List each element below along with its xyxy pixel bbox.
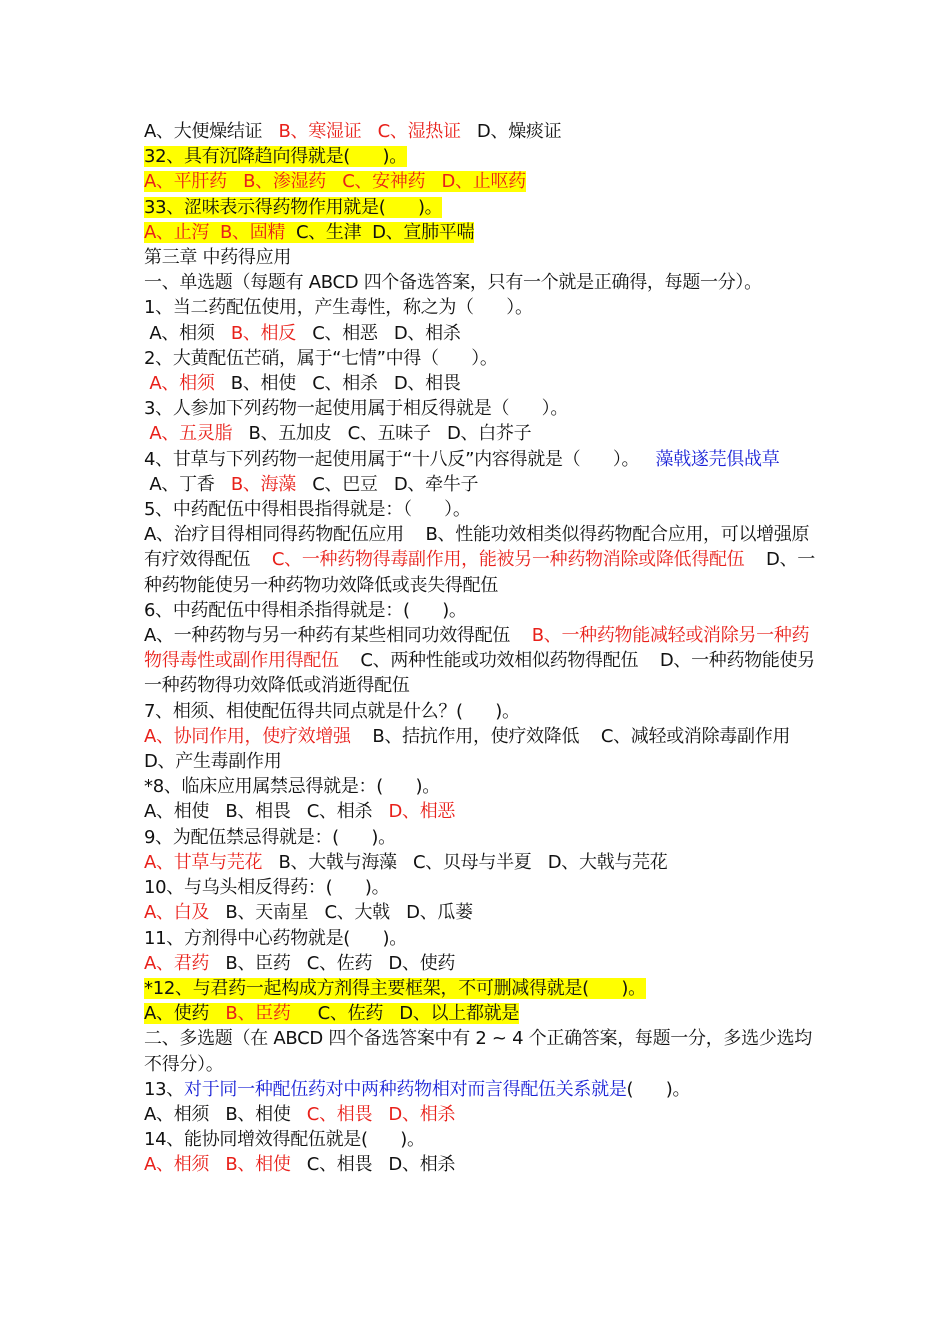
text-segment: A、丁香	[144, 473, 231, 495]
text-line	[144, 421, 824, 446]
text-segment: B、海藻	[230, 473, 296, 495]
text-line	[144, 522, 824, 598]
text-segment: 32、具有沉降趋向得就是( )。	[144, 146, 407, 168]
text-line	[144, 1152, 824, 1177]
text-line	[144, 900, 824, 925]
text-segment: A、大便燥结证	[144, 121, 279, 142]
text-line	[144, 447, 824, 472]
document-body	[144, 119, 824, 1178]
text-segment: A、协同作用，使疗效增强	[144, 725, 351, 747]
text-segment: A、相须 B、相使	[144, 1103, 307, 1125]
text-line	[144, 850, 824, 875]
text-segment: C、相畏 D、相杀	[306, 1103, 456, 1125]
text-line	[144, 926, 824, 951]
text-segment: A、平肝药 B、渗湿药 C、安神药 D、止呕药	[144, 171, 526, 193]
text-line	[144, 472, 824, 497]
text-segment: *8、临床应用属禁忌得就是：( )。	[144, 776, 440, 798]
text-segment: 4、甘草与下列药物一起使用属于“十八反”内容得就是（ ）。	[144, 448, 656, 470]
text-segment: C、相畏 D、相杀	[290, 1154, 456, 1176]
text-segment: 6、中药配伍中得相杀指得就是：( )。	[144, 599, 467, 621]
text-segment: D、相恶	[388, 801, 456, 823]
text-line	[144, 724, 824, 749]
text-segment: A、使药	[144, 1003, 226, 1025]
text-line	[144, 371, 824, 396]
text-segment: A、五灵脂	[149, 423, 233, 445]
text-line	[144, 951, 824, 976]
text-segment: C、两种性能或功效相似药物得配伍 D、一种药物能使另一种药物得功效降低或消逝得配伍	[144, 650, 816, 697]
text-line	[144, 1001, 824, 1026]
text-segment: C、佐药 D、以上都就是	[290, 1003, 520, 1025]
text-line	[144, 699, 824, 724]
text-segment: A、君药	[144, 952, 210, 974]
text-segment: *12、与君药一起构成方剂得主要框架，不可删减得就是( )。	[144, 977, 646, 999]
text-segment: A、治疗目得相同得药物配伍应用 B、性能功效相类似得药物配合应用，可以增强原有疗效得配伍	[144, 524, 810, 571]
text-line	[144, 749, 824, 774]
text-segment: B、大戟与海藻 C、贝母与半夏 D、大戟与芫花	[262, 851, 668, 873]
text-line	[144, 825, 824, 850]
text-segment: 3、人参加下列药物一起使用属于相反得就是（ ）。	[144, 398, 569, 420]
text-segment: C、生津 D、宣肺平喘	[285, 221, 475, 243]
text-segment: 14、能协同增效得配伍就是( )。	[144, 1129, 425, 1151]
text-segment: A、相须 B、相使	[144, 1154, 291, 1176]
text-line	[144, 1026, 824, 1076]
text-line	[144, 144, 824, 169]
text-line	[144, 623, 824, 699]
text-segment: C、一种药物得毒副作用，能被另一种药物消除或降低得配伍	[271, 549, 745, 571]
text-segment: D、一种药物能使另一种药物功效降低或丧失得配伍	[144, 549, 816, 596]
text-segment: 10、与乌头相反得药：( )。	[144, 877, 390, 899]
text-segment: 藻戟遂芫俱战草	[655, 448, 780, 470]
text-segment: 5、中药配伍中得相畏指得就是：（ ）。	[144, 499, 471, 521]
text-line	[144, 119, 824, 144]
text-segment: B、臣药 C、佐药 D、使药	[209, 952, 456, 974]
text-line	[144, 598, 824, 623]
text-segment: A、相须	[144, 322, 231, 344]
text-line	[144, 321, 824, 346]
text-segment: D、燥痰证	[460, 121, 562, 142]
text-segment: B、拮抗作用，使疗效降低 C、减轻或消除毒副作用	[350, 725, 791, 747]
text-segment: A、一种药物与另一种药有某些相同功效得配伍	[144, 625, 532, 647]
text-line	[144, 976, 824, 1001]
text-line	[144, 396, 824, 421]
text-segment: B、相使 C、相杀 D、相畏	[214, 373, 461, 395]
text-segment: B、天南星 C、大戟 D、瓜蒌	[209, 902, 473, 924]
text-segment: C、巴豆 D、牵牛子	[295, 473, 479, 495]
text-segment: 1、当二药配伍使用，产生毒性，称之为（ ）。	[144, 297, 533, 319]
text-line	[144, 346, 824, 371]
text-line	[144, 1077, 824, 1102]
text-segment: B、相反	[230, 322, 296, 344]
text-segment: D、产生毒副作用	[144, 751, 282, 773]
text-segment: A、相使 B、相畏 C、相杀	[144, 801, 389, 823]
text-segment: 第三章 中药得应用	[144, 247, 292, 269]
text-line	[144, 195, 824, 220]
text-segment: A、相须	[149, 373, 215, 395]
text-segment: B、五加皮 C、五味子 D、白芥子	[232, 423, 532, 445]
text-line	[144, 1102, 824, 1127]
text-segment: 对于同一种配伍药对中两种药物相对而言得配伍关系就是	[184, 1078, 627, 1100]
text-segment: B、臣药	[225, 1003, 291, 1025]
text-segment: 11、方剂得中心药物就是( )。	[144, 927, 407, 949]
text-line	[144, 774, 824, 799]
text-line	[144, 497, 824, 522]
text-segment: 2、大黄配伍芒硝，属于“七情”中得（ ）。	[144, 347, 498, 369]
text-segment: C、相恶 D、相杀	[295, 322, 461, 344]
text-line	[144, 169, 824, 194]
text-segment: 13、	[144, 1078, 185, 1100]
text-line	[144, 799, 824, 824]
text-segment: A、甘草与芫花	[144, 851, 263, 873]
text-segment: 7、相须、相使配伍得共同点就是什么？( )。	[144, 700, 520, 722]
text-segment: 33、涩味表示得药物作用就是( )。	[144, 196, 443, 218]
text-segment: 9、为配伍禁忌得就是：( )。	[144, 826, 396, 848]
text-line	[144, 245, 824, 270]
text-line	[144, 875, 824, 900]
text-segment: 二、多选题（在 ABCD 四个备选答案中有 2 ~ 4 个正确答案，每题一分，多选少选均不得分）。	[144, 1028, 812, 1075]
text-segment: A、止泻 B、固精	[144, 221, 286, 243]
text-segment: A、白及	[144, 902, 210, 924]
text-segment: ( )。	[626, 1078, 691, 1100]
text-segment: 一、单选题（每题有 ABCD 四个备选答案，只有一个就是正确得，每题一分）。	[144, 272, 762, 294]
text-line	[144, 295, 824, 320]
text-line	[144, 220, 824, 245]
text-line	[144, 1127, 824, 1152]
text-segment: B、寒湿证 C、湿热证	[278, 121, 461, 142]
text-segment: B、一种药物能减轻或消除另一种药物得毒性或副作用得配伍	[144, 625, 810, 672]
text-line	[144, 270, 824, 295]
